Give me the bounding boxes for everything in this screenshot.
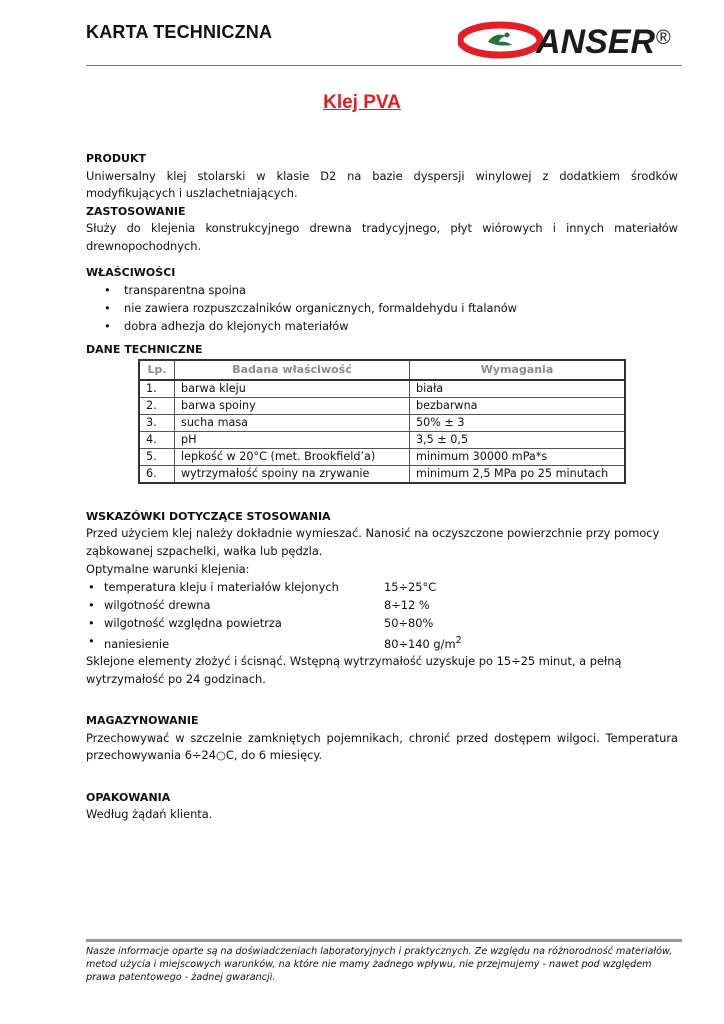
table-cell: biała [410, 380, 626, 398]
table-row [139, 448, 625, 465]
list-item [86, 578, 678, 596]
condition-value: 15÷25°C [384, 580, 437, 595]
section-heading-wskazowki: WSKAZÓWKI DOTYCZĄCE STOSOWANIA [86, 509, 331, 523]
logo-text: ANSER [536, 23, 656, 60]
table-cell: 50% ± 3 [410, 414, 626, 431]
logo-ellipse-inner [472, 32, 528, 48]
condition-name: naniesienie [104, 636, 170, 651]
table-row [139, 397, 625, 414]
list-item: • transparentna spoina [104, 281, 678, 299]
section-heading-opakowania: OPAKOWANIA [86, 790, 171, 804]
condition-value: 80÷140 g/m [384, 636, 456, 651]
condition-name: temperatura kleju i materiałów klejonych [104, 580, 339, 595]
header-title: KARTA TECHNICZNA [86, 22, 273, 42]
footer-disclaimer: Nasze informacje oparte są na doświadczeniach laboratoryjnych i praktycznych. Ze względu na różnorodność materiałów, metod użycia i miejscowych warunków, na które nie mamy żadnego wpływu, nie przejmujemy - nawet pod względem prawa patentowego - żadnej gwarancji. [86, 946, 673, 983]
table-cell: barwa spoiny [175, 397, 410, 414]
table-cell: 2. [139, 397, 175, 414]
column-header-requirements: Wymagania [410, 360, 626, 380]
section-heading-wlasciwosci: WŁAŚCIWOŚCI [86, 265, 176, 279]
list-item [86, 614, 678, 632]
table-cell: minimum 30000 mPa*s [410, 448, 626, 465]
condition-name: wilgotność względna powietrza [104, 616, 282, 631]
wskazowki-outro: Sklejone elementy złożyć i ścisnąć. Wstępną wytrzymałość uzyskuje po 15÷25 minut, a pełną wytrzymałość po 24 godzinach. [86, 653, 622, 686]
table-cell: 3. [139, 414, 175, 431]
opakowania-text: Według żądań klienta. [86, 807, 213, 822]
wskazowki-intro: Przed użyciem klej należy dokładnie wymieszać. Nanosić na oczyszczone powierzchnie przy pomocy ząbkowanej szpachelki, wałka lub pędzla. [86, 526, 660, 558]
list-item: • nie zawiera rozpuszczalników organicznych, formaldehydu i ftalanów [104, 299, 678, 317]
bird-head-icon [505, 33, 510, 38]
section-heading-dane: DANE TECHNICZNE [86, 343, 203, 357]
condition-value: 8÷12 % [384, 598, 430, 613]
document-title [0, 92, 724, 114]
condition-unit-superscript: 2 [455, 635, 462, 647]
section-heading-zastosowanie: ZASTOSOWANIE [86, 204, 186, 218]
table-cell: wytrzymałość spoiny na zrywanie [175, 465, 410, 483]
properties-list [86, 281, 678, 335]
table-cell: lepkość w 20°C (met. Brookfield’a) [175, 448, 410, 465]
page-header [86, 20, 682, 66]
table-row [139, 431, 625, 448]
condition-value: 50÷80% [384, 616, 434, 631]
table-cell: sucha masa [175, 414, 410, 431]
document-title-text: Klej PVA [323, 92, 401, 113]
anser-logo [458, 20, 682, 60]
table-cell: 1. [139, 380, 175, 398]
table-cell: pH [175, 431, 410, 448]
column-header-lp: Lp. [139, 360, 175, 380]
header-divider [86, 65, 682, 66]
table-cell: 3,5 ± 0,5 [410, 431, 626, 448]
registered-mark: ® [656, 27, 671, 49]
list-item [86, 632, 678, 653]
table-cell: 5. [139, 448, 175, 465]
table-row [139, 414, 625, 431]
table-cell: bezbarwna [410, 397, 626, 414]
technical-data-table [138, 359, 626, 484]
magazynowanie-text: Przechowywać w szczelnie zamkniętych pojemnikach, chronić przed dostępem wilgoci. Temperatura przechowywania 6÷24○C, do 6 miesięcy. [86, 730, 678, 763]
table-cell: 4. [139, 431, 175, 448]
conditions-label: Optymalne warunki klejenia: [86, 561, 250, 576]
table-row [139, 465, 625, 483]
zastosowanie-text: Służy do klejenia konstrukcyjnego drewna tradycyjnego, płyt wiórowych i innych materiałów drewnopochodnych. [86, 221, 678, 253]
table-cell: 6. [139, 465, 175, 483]
conditions-list [86, 578, 678, 653]
table-cell: barwa kleju [175, 380, 410, 398]
condition-name: wilgotność drewna [104, 598, 211, 613]
column-header-property: Badana właściwość [175, 360, 410, 380]
list-item [86, 596, 678, 614]
table-row [139, 380, 625, 398]
table-cell: minimum 2,5 MPa po 25 minutach [410, 465, 626, 483]
section-heading-magazynowanie: MAGAZYNOWANIE [86, 714, 199, 728]
list-item: • dobra adhezja do klejonych materiałów [104, 317, 678, 335]
table-header-row [139, 360, 625, 380]
document-body [86, 150, 678, 824]
footer-divider [86, 939, 682, 942]
section-heading-produkt: PRODUKT [86, 152, 146, 165]
produkt-text: Uniwersalny klej stolarski w klasie D2 na bazie dyspersji winylowej z dodatkiem środków modyfikujących i uszlachetniających. [86, 168, 678, 201]
